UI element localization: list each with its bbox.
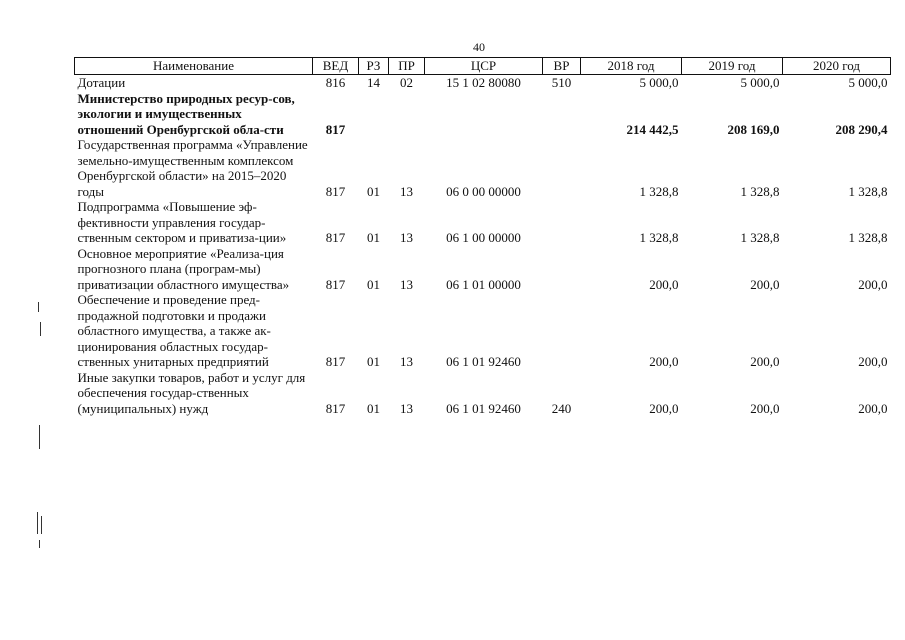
row-vr [543, 292, 581, 370]
row-2018: 5 000,0 [639, 75, 679, 90]
table-row [75, 75, 891, 91]
row-2019: 208 169,0 [727, 121, 780, 137]
row-2019: 1 328,8 [740, 230, 780, 245]
row-ved: 816 [325, 75, 346, 90]
row-csr: 15 1 02 80080 [446, 75, 521, 90]
row-rz [359, 91, 389, 138]
table-row [75, 292, 891, 370]
row-2020: 200,0 [858, 276, 888, 292]
row-csr: 06 1 00 00000 [446, 230, 521, 245]
row-pr: 13 [400, 400, 413, 416]
row-name: Обеспечение и проведение пред-продажной подготовки и продажи областного имущества, а также ак-ционирования областных государ-ственных унитарных предприятий [77, 292, 271, 369]
row-vr: 240 [551, 400, 572, 416]
row-2020: 200,0 [858, 400, 888, 416]
row-ved: 817 [325, 354, 346, 369]
row-2018: 1 328,8 [639, 183, 679, 199]
budget-table [74, 57, 891, 416]
row-rz: 01 [367, 276, 380, 292]
scan-mark [40, 322, 41, 336]
row-2020: 5 000,0 [848, 75, 888, 90]
row-rz: 01 [367, 183, 380, 199]
row-name: Подпрограмма «Повышение эф-фективности управления государ-ственным сектором и приватиза-ции» [77, 199, 287, 245]
row-name: Дотации [77, 75, 126, 90]
row-ved: 817 [325, 276, 346, 292]
row-csr: 06 1 01 92460 [446, 400, 521, 416]
row-pr [389, 91, 425, 138]
row-vr: 510 [551, 75, 572, 90]
row-rz: 01 [367, 354, 380, 369]
page-number: 40 [473, 40, 485, 54]
row-name: Государственная программа «Управление земельно-имущественным комплексом Оренбургской области» на 2015–2020 годы [77, 137, 308, 199]
row-csr: 06 1 01 92460 [446, 354, 521, 369]
row-csr: 06 0 00 00000 [446, 183, 521, 199]
row-2019: 200,0 [750, 354, 780, 369]
row-2018: 200,0 [649, 400, 679, 416]
header-rz: РЗ [359, 58, 389, 75]
table-row [75, 137, 891, 199]
row-name: Министерство природных ресур-сов, экологии и имущественных отношений Оренбургской обла-сти [77, 90, 295, 137]
row-csr [425, 91, 543, 138]
header-name: Наименование [75, 58, 313, 75]
row-rz: 14 [367, 75, 380, 90]
row-2020: 200,0 [858, 354, 888, 369]
header-2018: 2018 год [581, 58, 682, 75]
row-2019: 1 328,8 [740, 183, 780, 199]
header-vr: ВР [543, 58, 581, 75]
row-csr: 06 1 01 00000 [446, 276, 521, 292]
row-vr [543, 137, 581, 199]
row-pr: 13 [400, 183, 413, 199]
row-2018: 200,0 [649, 354, 679, 369]
row-2018: 1 328,8 [639, 230, 679, 245]
row-2019: 200,0 [750, 276, 780, 292]
row-pr: 13 [400, 354, 413, 369]
scan-mark [41, 516, 42, 534]
row-2019: 5 000,0 [740, 75, 780, 90]
table-row [75, 91, 891, 138]
row-ved: 817 [325, 121, 346, 137]
row-vr [543, 246, 581, 293]
row-2020: 208 290,4 [835, 121, 888, 137]
row-name: Основное мероприятие «Реализа-ция прогнозного плана (програм-мы) приватизации областного имущества» [77, 245, 290, 292]
row-ved: 817 [325, 230, 346, 245]
row-ved: 817 [325, 400, 346, 416]
table-row [75, 370, 891, 417]
table-row [75, 246, 891, 293]
header-pr: ПР [389, 58, 425, 75]
row-pr: 02 [400, 75, 413, 90]
row-pr: 13 [400, 276, 413, 292]
row-2018: 200,0 [649, 276, 679, 292]
header-2020: 2020 год [783, 58, 891, 75]
row-2020: 1 328,8 [848, 183, 888, 199]
header-row [75, 58, 891, 75]
row-2020: 1 328,8 [848, 230, 888, 245]
row-pr: 13 [400, 230, 413, 245]
header-ved: ВЕД [313, 58, 359, 75]
row-vr [543, 199, 581, 246]
table-row [75, 199, 891, 246]
row-2018: 214 442,5 [626, 121, 679, 137]
header-2019: 2019 год [682, 58, 783, 75]
row-2019: 200,0 [750, 400, 780, 416]
row-rz: 01 [367, 230, 380, 245]
scan-mark [37, 512, 38, 534]
header-csr: ЦСР [425, 58, 543, 75]
row-rz: 01 [367, 400, 380, 416]
row-vr [543, 91, 581, 138]
scan-mark [38, 302, 39, 312]
scan-mark [39, 540, 40, 548]
row-name: Иные закупки товаров, работ и услуг для обеспечения государ-ственных (муниципальных) нужд [77, 369, 306, 416]
scan-mark [39, 425, 40, 449]
row-ved: 817 [325, 183, 346, 199]
